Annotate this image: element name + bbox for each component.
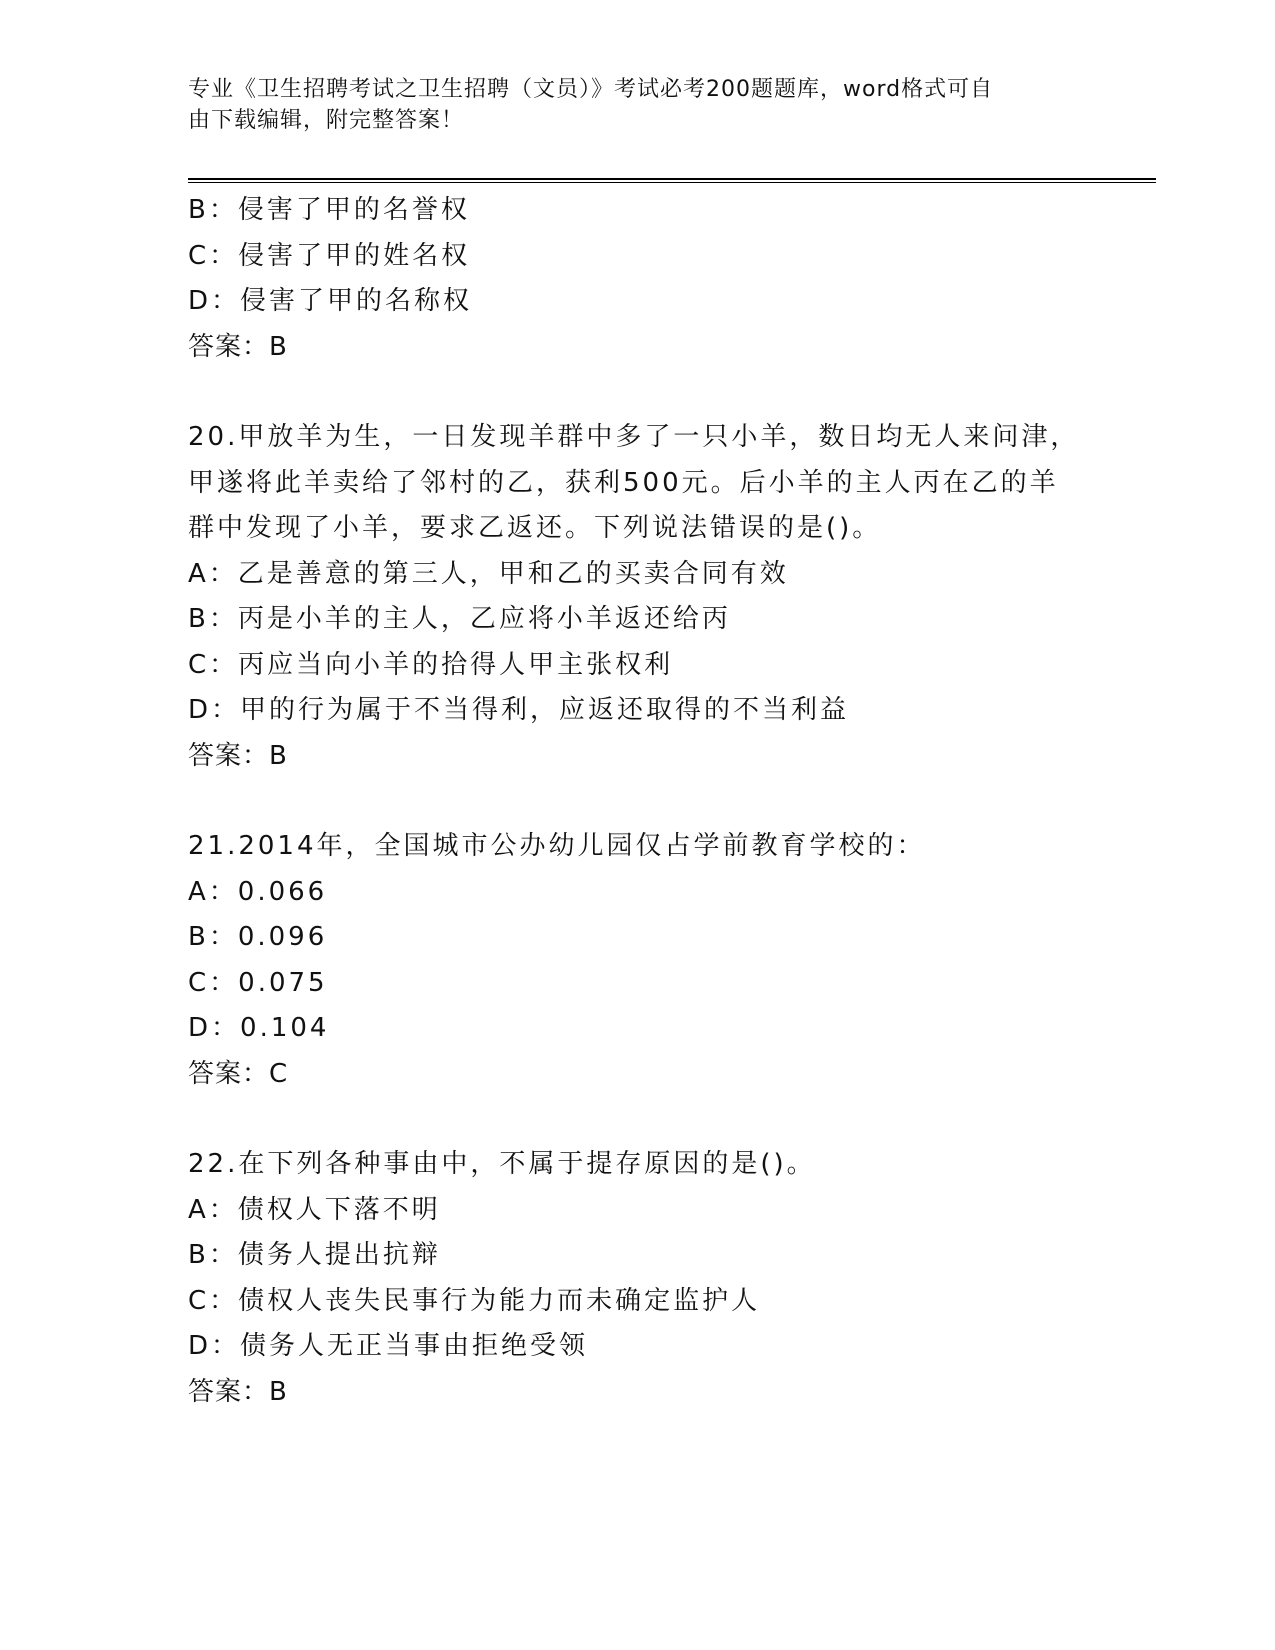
option-line: D：债务人无正当事由拒绝受领: [188, 1331, 589, 1361]
question-text: 21.2014年，全国城市公办幼儿园仅占学前教育学校的：: [188, 831, 926, 861]
option-line: B：0.096: [188, 922, 328, 952]
option-line: C：0.075: [188, 967, 328, 998]
option-line: A：乙是善意的第三人，甲和乙的买卖合同有效: [188, 558, 789, 589]
option-line: B：侵害了甲的名誉权: [188, 195, 470, 225]
option-line: B：丙是小羊的主人，乙应将小羊返还给丙: [188, 604, 731, 634]
question-text: 群中发现了小羊，要求乙返还。下列说法错误的是()。: [188, 513, 882, 543]
document-header: [188, 74, 1068, 136]
option-line: C：侵害了甲的姓名权: [188, 240, 471, 271]
option-line: C：债权人丧失民事行为能力而未确定监护人: [188, 1285, 761, 1316]
question-text: 22.在下列各种事由中，不属于提存原因的是()。: [188, 1149, 816, 1179]
question-text: 甲遂将此羊卖给了邻村的乙，获利500元。后小羊的主人丙在乙的羊: [188, 467, 1059, 498]
header-line-2: 由下载编辑，附完整答案！: [188, 108, 465, 133]
option-line: C：丙应当向小羊的拾得人甲主张权利: [188, 649, 674, 680]
answer-line: 答案：C: [188, 1058, 289, 1089]
header-divider: [188, 178, 1156, 183]
header-line-1: 专业《卫生招聘考试之卫生招聘（文员）》考试必考200题题库，word格式可自: [188, 77, 994, 102]
question-spacer: [188, 370, 1088, 415]
option-line: D：甲的行为属于不当得利，应返还取得的不当利益: [188, 695, 850, 725]
option-line: B：债务人提出抗辩: [188, 1240, 441, 1270]
answer-line: 答案：B: [188, 1376, 288, 1407]
answer-line: 答案：B: [188, 740, 288, 771]
option-line: D：0.104: [188, 1013, 330, 1043]
option-line: A：0.066: [188, 876, 328, 907]
answer-line: 答案：B: [188, 331, 288, 362]
question-list: [188, 188, 1088, 1415]
question-text: 20.甲放羊为生，一日发现羊群中多了一只小羊，数日均无人来问津，: [188, 422, 1080, 452]
option-line: A：债权人下落不明: [188, 1194, 441, 1225]
question-spacer: [188, 1097, 1088, 1142]
question-spacer: [188, 779, 1088, 824]
option-line: D：侵害了甲的名称权: [188, 286, 473, 316]
